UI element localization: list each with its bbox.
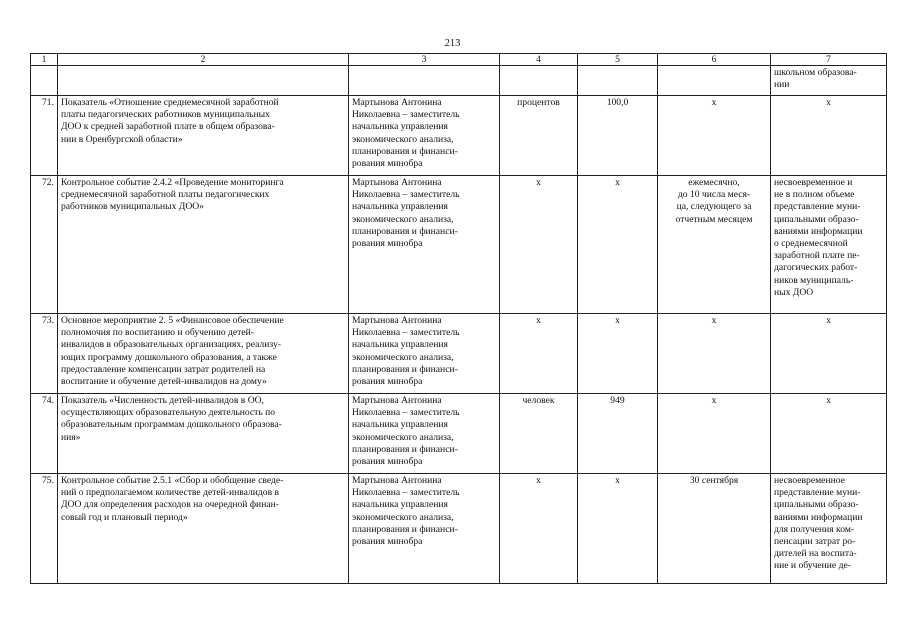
row-number: 75. bbox=[42, 475, 54, 486]
header-row bbox=[31, 54, 887, 66]
plan-table bbox=[30, 53, 887, 584]
header-col-2: 2 bbox=[58, 54, 349, 66]
continuation-row bbox=[31, 66, 887, 96]
row-value: 949 bbox=[610, 395, 625, 406]
row-value: х bbox=[615, 177, 620, 188]
row-description: Контрольное событие 2.4.2 «Проведение мониторинга среднемесячной заработной платы педагогических работников муниципальных ДОО» bbox=[61, 177, 284, 213]
row-value: х bbox=[615, 475, 620, 486]
row-risk: х bbox=[826, 97, 831, 108]
table-row bbox=[31, 314, 887, 394]
row-unit: х bbox=[536, 177, 541, 188]
row-responsible: Мартынова Антонина Николаевна – заместитель начальника управления экономического анализа, планирования и финанси- рования минобра bbox=[352, 97, 460, 170]
row-risk: х bbox=[826, 395, 831, 406]
header-col-5: 5 bbox=[578, 54, 658, 66]
header-col-3: 3 bbox=[349, 54, 500, 66]
table-row bbox=[31, 474, 887, 584]
row-risk: несвоевременное представление муни- ципальными образо- ваниями информации для получения ком- пенсации затрат ро- дителей на воспита- ние и обучение де- bbox=[774, 475, 863, 572]
page-number: 213 bbox=[444, 38, 461, 49]
row-number: 73. bbox=[42, 315, 54, 326]
row-risk: х bbox=[826, 315, 831, 326]
continuation-risk: школьном образова- нии bbox=[774, 67, 857, 91]
row-number: 74. bbox=[42, 395, 54, 406]
row-description: Основное мероприятие 2. 5 «Финансовое обеспечение полномочия по воспитанию и обучению детей- инвалидов в образовательных организациях, реализу- ющих программу дошкольного образования, а также предоставление компенсации затрат родителей на воспитание и обучение детей-инвалидов на дому» bbox=[61, 315, 284, 388]
row-unit: х bbox=[536, 475, 541, 486]
table-row bbox=[31, 176, 887, 314]
row-description: Контрольное событие 2.5.1 «Сбор и обобщение сведе- ний о предполагаемом количестве детей-инвалидов в ДОО для определения расходов на очередной финан- совый год и плановый период» bbox=[61, 475, 284, 523]
row-deadline: х bbox=[711, 97, 717, 108]
row-description: Показатель «Численность детей-инвалидов в ОО, осуществляющих образовательную деятельность по образовательным программам дошкольного образова- ния» bbox=[61, 395, 282, 443]
row-unit: процентов bbox=[517, 97, 560, 108]
header-col-1: 1 bbox=[31, 54, 58, 66]
row-deadline: 30 сентября bbox=[689, 475, 739, 486]
table-row bbox=[31, 96, 887, 176]
header-col-4: 4 bbox=[500, 54, 578, 66]
row-number: 71. bbox=[42, 97, 54, 108]
row-responsible: Мартынова Антонина Николаевна – заместитель начальника управления экономического анализа, планирования и финанси- рования минобра bbox=[352, 395, 460, 468]
row-number: 72. bbox=[42, 177, 54, 188]
row-unit: человек bbox=[522, 395, 555, 406]
row-deadline: х bbox=[711, 395, 717, 406]
row-value: 100,0 bbox=[606, 97, 629, 108]
row-risk: несвоевременное и не в полном объеме представление муни- ципальными образо- ваниями информации о среднемесячной заработной плате пе- дагогических работ- ников муниципаль- ных ДОО bbox=[774, 177, 863, 298]
row-description: Показатель «Отношение среднемесячной заработной платы педагогических работников муниципальных ДОО к средней заработной плате в общем образова- нии в Оренбургской области» bbox=[61, 97, 279, 145]
header-col-6: 6 bbox=[658, 54, 771, 66]
header-col-7: 7 bbox=[771, 54, 887, 66]
row-unit: х bbox=[536, 315, 541, 326]
row-responsible: Мартынова Антонина Николаевна – заместитель начальника управления экономического анализа, планирования и финанси- рования минобра bbox=[352, 315, 460, 388]
row-deadline: ежемесячно, до 10 числа меся- ца, следующего за отчетным месяцем bbox=[675, 177, 753, 225]
row-value: х bbox=[615, 315, 620, 326]
row-deadline: х bbox=[711, 315, 717, 326]
row-responsible: Мартынова Антонина Николаевна – заместитель начальника управления экономического анализа, планирования и финанси- рования минобра bbox=[352, 177, 460, 250]
row-responsible: Мартынова Антонина Николаевна – заместитель начальника управления экономического анализа, планирования и финанси- рования минобра bbox=[352, 475, 460, 548]
table-row bbox=[31, 394, 887, 474]
